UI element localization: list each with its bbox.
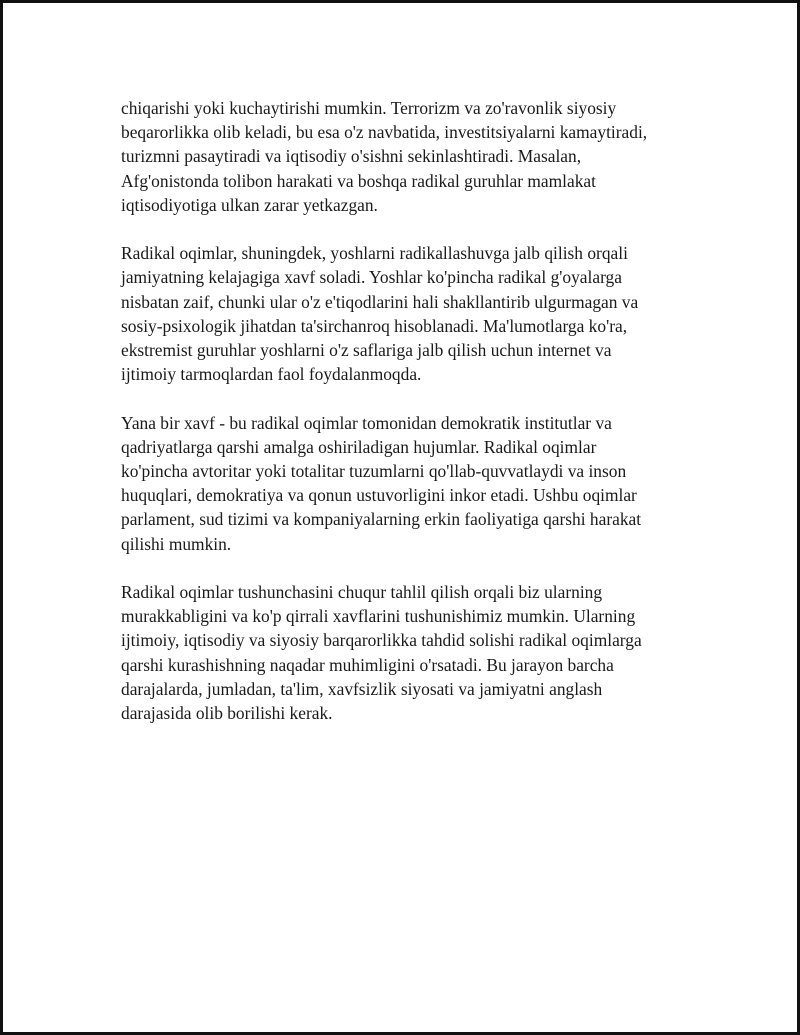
text-line: Afg'onistonda tolibon harakati va boshqa radikal guruhlar mamlakat — [121, 170, 596, 191]
text-line: darajasida olib borilishi kerak. — [121, 703, 333, 724]
text-line: darajalarda, jumladan, ta'lim, xavfsizlik siyosati va jamiyatni anglash — [121, 678, 603, 699]
text-line: iqtisodiyotiga ulkan zarar yetkazgan. — [121, 194, 378, 215]
text-line: Yana bir xavf - bu radikal oqimlar tomonidan demokratik institutlar va — [121, 412, 612, 433]
text-line: ijtimoiy, iqtisodiy va siyosiy barqarorlikka tahdid solishi radikal oqimlarga — [121, 630, 642, 651]
text-line: qilishi mumkin. — [121, 533, 232, 554]
text-line: ijtimoiy tarmoqlardan faol foydalanmoqda. — [121, 364, 422, 385]
text-line: Radikal oqimlar, shuningdek, yoshlarni radikallashuvga jalb qilish orqali — [121, 243, 628, 264]
text-line: ko'pincha avtoritar yoki totalitar tuzumlarni qo'llab-quvvatlaydi va inson — [121, 461, 627, 482]
text-line: parlament, sud tizimi va kompaniyalarning erkin faoliyatiga qarshi harakat — [121, 509, 642, 530]
text-line: turizmni pasaytiradi va iqtisodiy o'sishni sekinlashtiradi. Masalan, — [121, 146, 582, 167]
paragraph — [121, 241, 691, 386]
text-line: jamiyatning kelajagiga xavf soladi. Yoshlar ko'pincha radikal g'oyalarga — [121, 267, 622, 288]
text-line: qarshi kurashishning naqadar muhimligini o'rsatadi. Bu jarayon barcha — [121, 654, 614, 675]
document-body — [121, 96, 691, 749]
text-line: beqarorlikka olib keladi, bu esa o'z navbatida, investitsiyalarni kamaytiradi, — [121, 122, 648, 143]
text-line: qadriyatlarga qarshi amalga oshiriladigan hujumlar. Radikal oqimlar — [121, 436, 597, 457]
paragraph — [121, 411, 691, 556]
text-line: sosiy-psixologik jihatdan ta'sirchanroq hisoblanadi. Ma'lumotlarga ko'ra, — [121, 315, 628, 336]
text-line: Radikal oqimlar tushunchasini chuqur tahlil qilish orqali biz ularning — [121, 582, 603, 603]
text-line: murakkabligini va ko'p qirrali xavflarini tushunishimiz mumkin. Ularning — [121, 606, 636, 627]
text-line: ekstremist guruhlar yoshlarni o'z saflariga jalb qilish uchun internet va — [121, 340, 612, 361]
paragraph — [121, 96, 691, 217]
text-line: chiqarishi yoki kuchaytirishi mumkin. Terrorizm va zo'ravonlik siyosiy — [121, 98, 617, 118]
paragraph — [121, 580, 691, 725]
text-line: nisbatan zaif, chunki ular o'z e'tiqodlarini hali shakllantirib ulgurmagan va — [121, 291, 639, 312]
text-line: huquqlari, demokratiya va qonun ustuvorligini inkor etadi. Ushbu oqimlar — [121, 485, 637, 506]
